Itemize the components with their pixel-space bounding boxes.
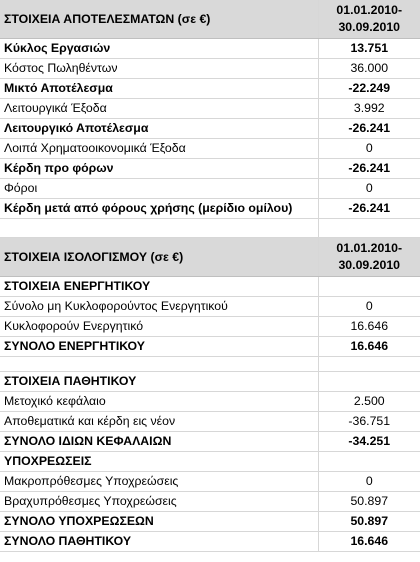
row-label: Μικτό Αποτέλεσμα [0, 79, 318, 99]
balance-period-end: 30.09.2010 [338, 258, 401, 272]
row-value: -34.251 [318, 432, 420, 452]
table-row [0, 512, 420, 532]
income-period-start: 01.01.2010- [336, 3, 403, 17]
table-row [0, 277, 420, 297]
row-value: 13.751 [318, 39, 420, 59]
spacer-cell [0, 357, 318, 372]
row-label: Αποθεματικά και κέρδη εις νέον [0, 412, 318, 432]
table-row [0, 337, 420, 357]
table-row [0, 432, 420, 452]
balance-header-row [0, 238, 420, 277]
row-value: 16.646 [318, 532, 420, 552]
income-header-row [0, 0, 420, 39]
row-label: Κέρδη μετά από φόρους χρήσης (μερίδιο ομίλου) [0, 199, 318, 219]
row-label: Μετοχικό κεφάλαιο [0, 392, 318, 412]
table-row [0, 297, 420, 317]
income-period [318, 0, 420, 39]
table-row [0, 392, 420, 412]
table-row [0, 79, 420, 99]
row-value: 36.000 [318, 59, 420, 79]
table-row [0, 532, 420, 552]
balance-period-start: 01.01.2010- [336, 241, 403, 255]
row-label: ΣΤΟΙΧΕΙΑ ΠΑΘΗΤΙΚΟΥ [0, 372, 318, 392]
row-label: Κέρδη προ φόρων [0, 159, 318, 179]
row-value: 0 [318, 179, 420, 199]
table-row [0, 179, 420, 199]
row-label: ΣΥΝΟΛΟ ΙΔΙΩΝ ΚΕΦΑΛΑΙΩΝ [0, 432, 318, 452]
row-label: Μακροπρόθεσμες Υποχρεώσεις [0, 472, 318, 492]
row-value [318, 452, 420, 472]
row-label: Λειτουργικό Αποτέλεσμα [0, 119, 318, 139]
row-value: -22.249 [318, 79, 420, 99]
spacer-cell [0, 219, 318, 238]
row-label: Κόστος Πωληθέντων [0, 59, 318, 79]
row-value [318, 372, 420, 392]
row-value: -26.241 [318, 119, 420, 139]
row-value: 0 [318, 472, 420, 492]
table-row [0, 372, 420, 392]
spacer-row [0, 357, 420, 372]
row-label: Σύνολο μη Κυκλοφορούντος Ενεργητικού [0, 297, 318, 317]
table-row [0, 139, 420, 159]
balance-title: ΣΤΟΙΧΕΙΑ ΙΣΟΛΟΓΙΣΜΟΥ (σε €) [0, 238, 318, 277]
row-label: Κύκλος Εργασιών [0, 39, 318, 59]
table-row [0, 492, 420, 512]
table-row [0, 159, 420, 179]
row-label: ΣΤΟΙΧΕΙΑ ΕΝΕΡΓΗΤΙΚΟΥ [0, 277, 318, 297]
balance-period [318, 238, 420, 277]
row-value: -26.241 [318, 199, 420, 219]
table-row [0, 317, 420, 337]
row-value: 0 [318, 139, 420, 159]
row-value: -26.241 [318, 159, 420, 179]
income-title: ΣΤΟΙΧΕΙΑ ΑΠΟΤΕΛΕΣΜΑΤΩΝ (σε €) [0, 0, 318, 39]
row-value: -36.751 [318, 412, 420, 432]
row-value: 16.646 [318, 317, 420, 337]
row-value: 2.500 [318, 392, 420, 412]
table-row [0, 59, 420, 79]
row-label: ΣΥΝΟΛΟ ΠΑΘΗΤΙΚΟΥ [0, 532, 318, 552]
row-label: Λοιπά Χρηματοοικονομικά Έξοδα [0, 139, 318, 159]
row-value: 3.992 [318, 99, 420, 119]
row-value: 16.646 [318, 337, 420, 357]
table-row [0, 412, 420, 432]
row-label: Φόροι [0, 179, 318, 199]
row-label: ΥΠΟΧΡΕΩΣΕΙΣ [0, 452, 318, 472]
table-row [0, 99, 420, 119]
row-label: Κυκλοφορούν Ενεργητικό [0, 317, 318, 337]
spacer-cell [318, 219, 420, 238]
row-label: ΣΥΝΟΛΟ ΕΝΕΡΓΗΤΙΚΟΥ [0, 337, 318, 357]
table-row [0, 452, 420, 472]
spacer-row [0, 219, 420, 238]
row-value: 0 [318, 297, 420, 317]
row-label: Λειτουργικά Έξοδα [0, 99, 318, 119]
spacer-cell [318, 357, 420, 372]
row-value: 50.897 [318, 512, 420, 532]
table-row [0, 39, 420, 59]
row-value [318, 277, 420, 297]
table-row [0, 119, 420, 139]
table-row [0, 472, 420, 492]
row-label: Βραχυπρόθεσμες Υποχρεώσεις [0, 492, 318, 512]
income-period-end: 30.09.2010 [338, 20, 401, 34]
row-label: ΣΥΝΟΛΟ ΥΠΟΧΡΕΩΣΕΩΝ [0, 512, 318, 532]
table-row [0, 199, 420, 219]
row-value: 50.897 [318, 492, 420, 512]
